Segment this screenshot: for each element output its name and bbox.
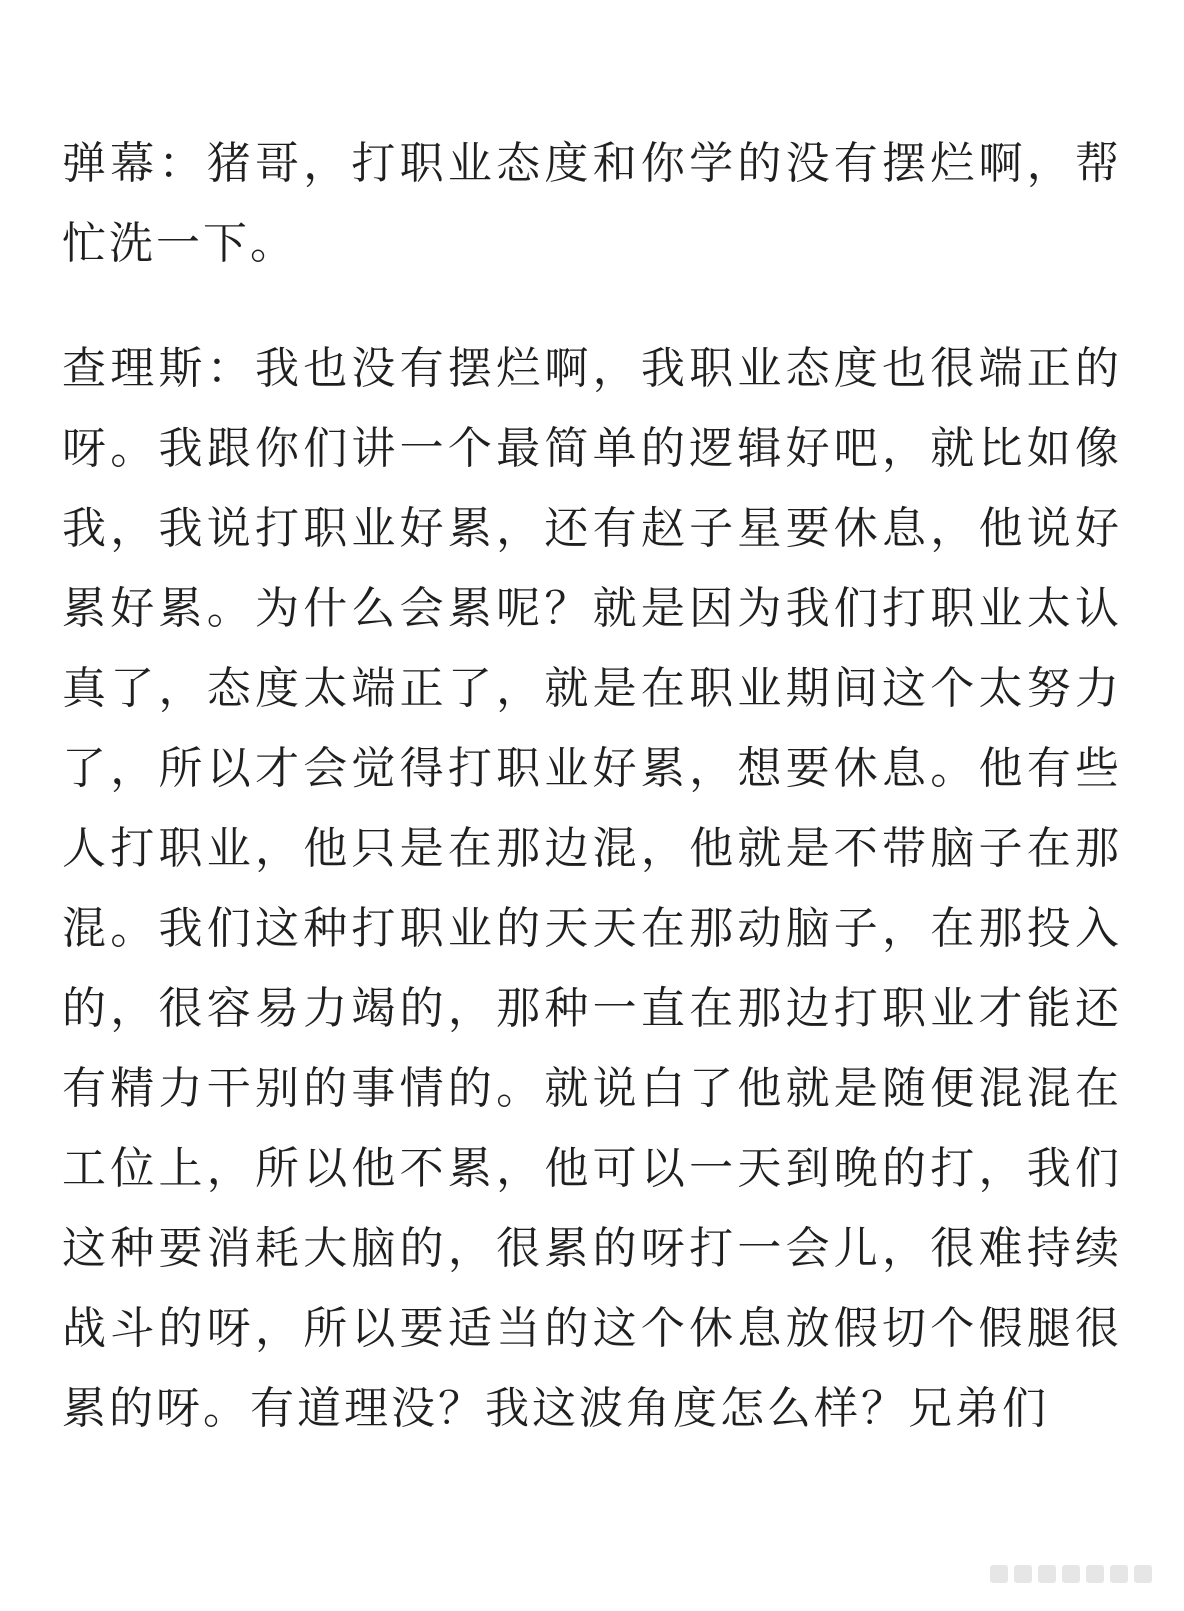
danmaku-paragraph: 弹幕：猪哥，打职业态度和你学的没有摆烂啊，帮忙洗一下。 bbox=[62, 138, 1122, 269]
charles-paragraph: 查理斯：我也没有摆烂啊，我职业态度也很端正的呀。我跟你们讲一个最简单的逻辑好吧，就比如像我，我说打职业好累，还有赵子星要休息，他说好累好累。为什么会累呢？就是因为我们打职业太认真了，态度太端正了，就是在职业期间这个太努力了，所以才会觉得打职业好累，想要休息。他有些人打职业，他只是在那边混，他就是不带脑子在那混。我们这种打职业的天天在那动脑子，在那投入的，很容易力竭的，那种一直在那边打职业才能还有精力干别的事情的。就说白了他就是随便混混在工位上，所以他不累，他可以一天到晚的打，我们这种要消耗大脑的，很累的呀打一会儿，很难持续战斗的呀，所以要适当的这个休息放假切个假腿很累的呀。有道理没？我这波角度怎么样？兄弟们 bbox=[62, 343, 1122, 1434]
watermark-logo bbox=[990, 1561, 1160, 1587]
